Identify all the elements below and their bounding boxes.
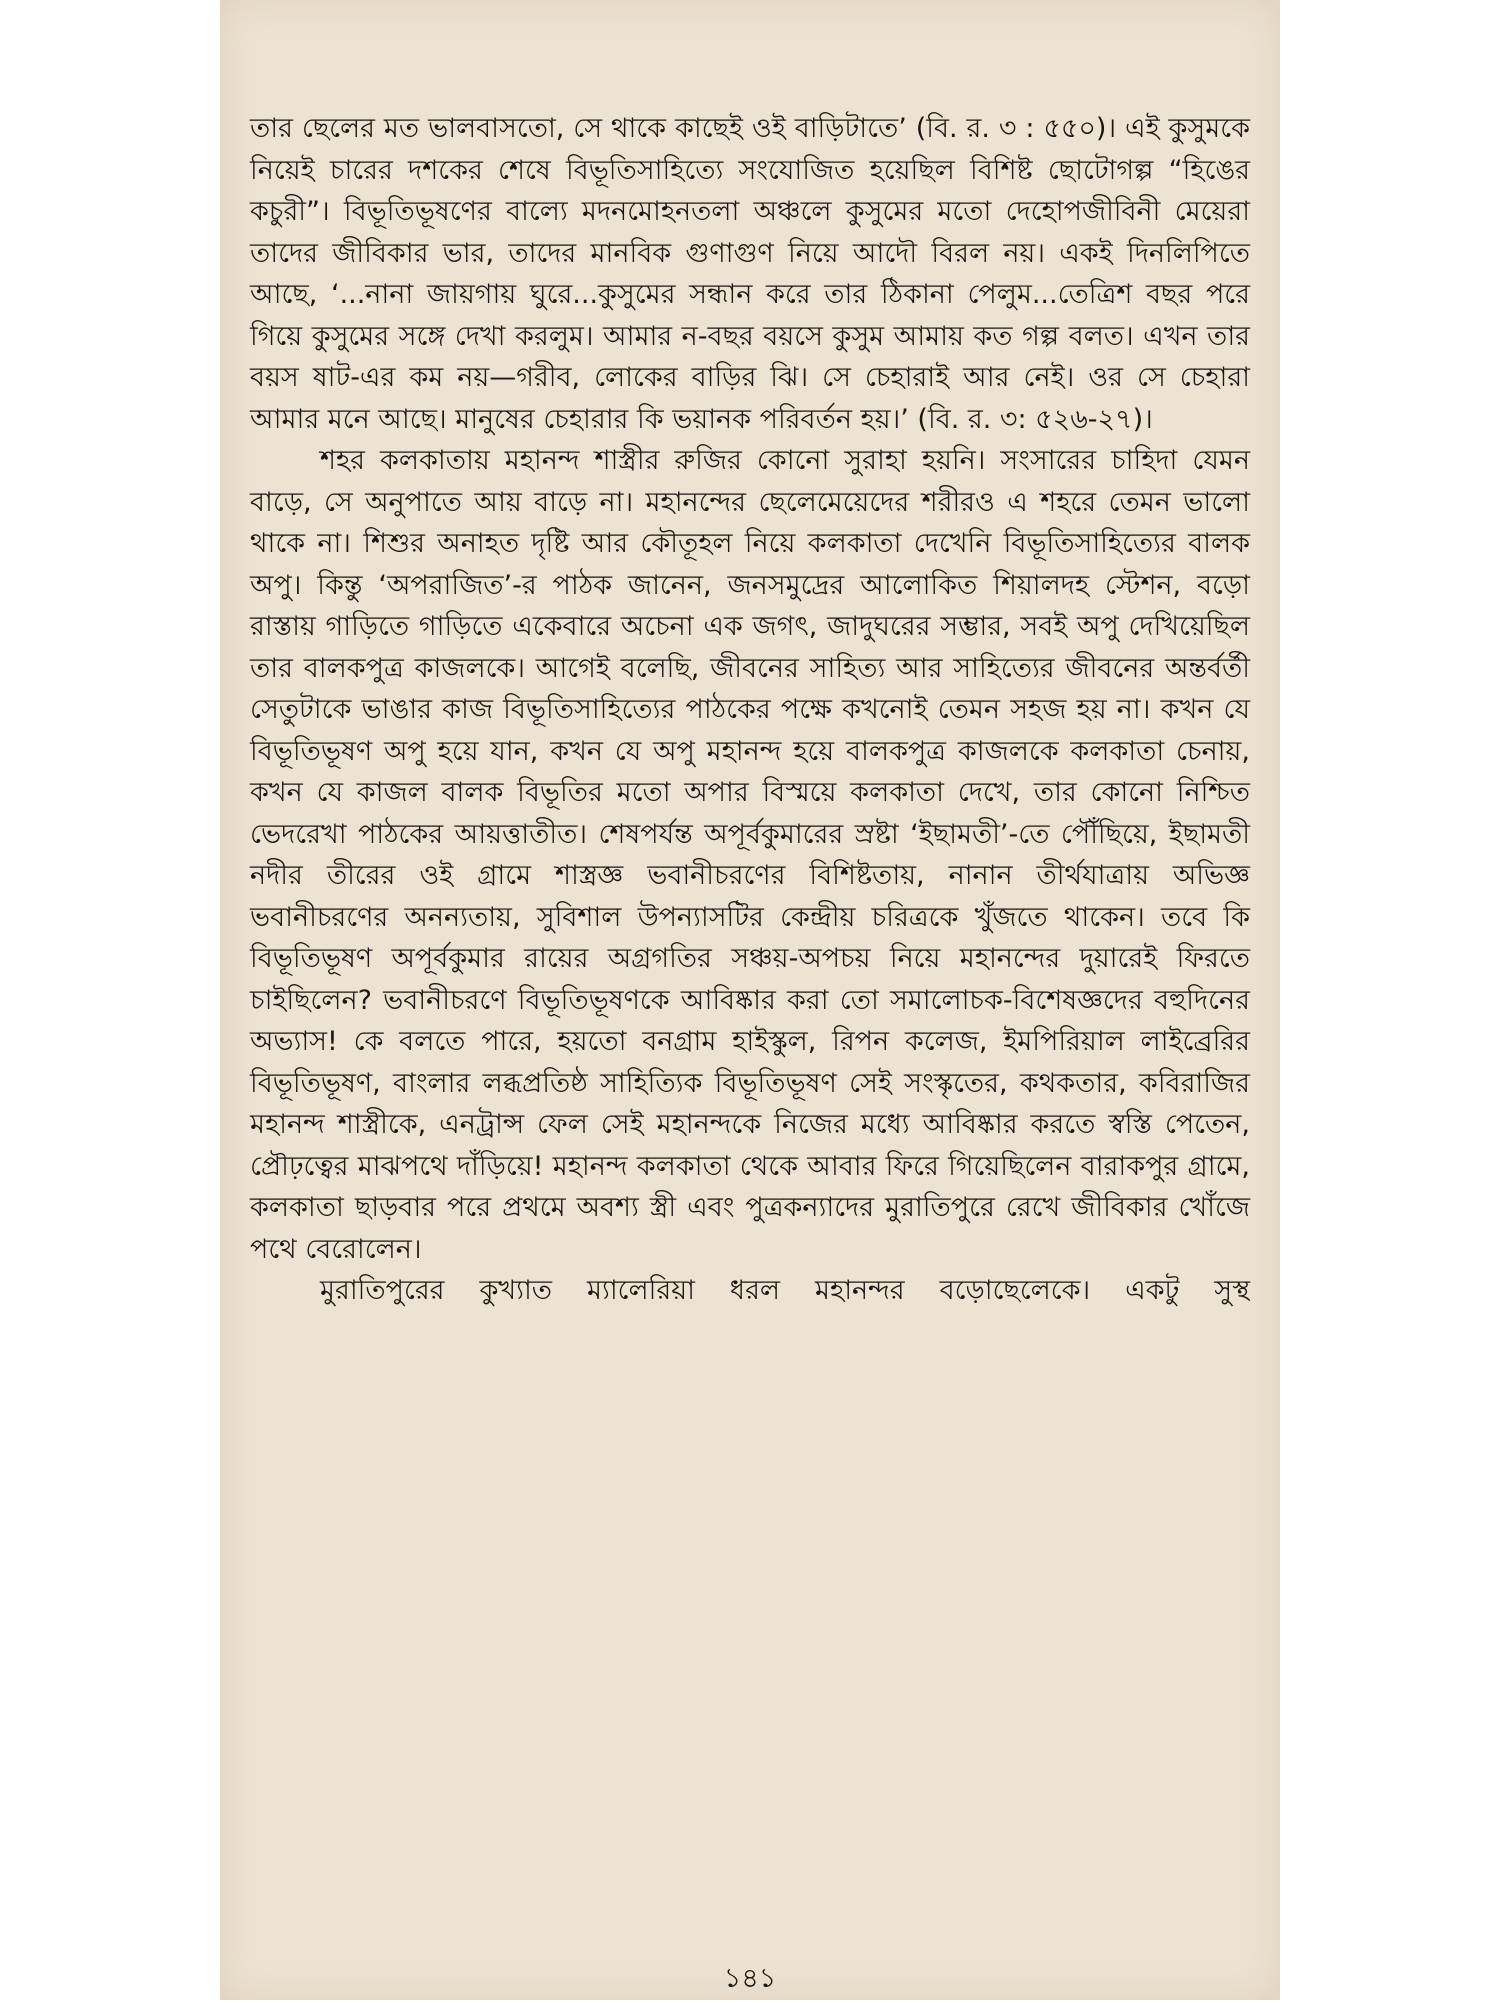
- paragraph-2: শহর কলকাতায় মহানন্দ শাস্ত্রীর রুজির কোনো সুরাহা হয়নি। সংসারের চাহিদা যেমন বাড়ে, সে অনুপাতে আয় বাড়ে না। মহানন্দের ছেলেমেয়েদের শরীরও এ শহরে তেমন ভালো থাকে না। শিশুর অনাহত দৃষ্টি আর কৌতূহল নিয়ে কলকাতা দেখেনি বিভূতিসাহিত্যের বালক অপু। কিন্তু ‘অপরাজিত’-র পাঠক জানেন, জনসমুদ্রের আলোকিত শিয়ালদহ স্টেশন, বড়ো রাস্তায় গাড়িতে গাড়িতে একেবারে অচেনা এক জগৎ, জাদুঘরের সম্ভার, সবই অপু দেখিয়েছিল তার বালকপুত্র কাজলকে। আগেই বলেছি, জীবনের সাহিত্য আর সাহিত্যের জীবনের অন্তর্বর্তী সেতুটাকে ভাঙার কাজ বিভূতিসাহিত্যের পাঠকের পক্ষে কখনোই তেমন সহজ হয় না। কখন যে বিভূতিভূষণ অপু হয়ে যান, কখন যে অপু মহানন্দ হয়ে বালকপুত্র কাজলকে কলকাতা চেনায়, কখন যে কাজল বালক বিভূতির মতো অপার বিস্ময়ে কলকাতা দেখে, তার কোনো নিশ্চিত ভেদরেখা পাঠকের আয়ত্তাতীত। শেষপর্যন্ত অপূর্বকুমারের স্রষ্টা ‘ইছামতী’-তে পৌঁছিয়ে, ইছামতী নদীর তীরের ওই গ্রামে শাস্ত্রজ্ঞ ভবানীচরণের বিশিষ্টতায়, নানান তীর্থযাত্রায় অভিজ্ঞ ভবানীচরণের অনন্যতায়, সুবিশাল উপন্যাসটির কেন্দ্রীয় চরিত্রকে খুঁজতে থাকেন। তবে কি বিভূতিভূষণ অপূর্বকুমার রায়ের অগ্রগতির সঞ্চয়-অপচয় নিয়ে মহানন্দের দুয়ারেই ফিরতে চাইছিলেন? ভবানীচরণে বিভূতিভূষণকে আবিষ্কার করা তো সমালোচক-বিশেষজ্ঞদের বহুদিনের অভ্যাস! কে বলতে পারে, হয়তো বনগ্রাম হাইস্কুল, রিপন কলেজ, ইমপিরিয়াল লাইব্রেরির বিভূতিভূষণ, বাংলার লব্ধপ্রতিষ্ঠ সাহিত্যিক বিভূতিভূষণ সেই সংস্কৃতের, কথকতার, কবিরাজির মহানন্দ শাস্ত্রীকে, এনট্রান্স ফেল সেই মহানন্দকে নিজের মধ্যে আবিষ্কার করতে স্বস্তি পেতেন, প্রৌঢ়ত্বের মাঝপথে দাঁড়িয়ে! মহানন্দ কলকাতা থেকে আবার ফিরে গিয়েছিলেন বারাকপুর গ্রামে, কলকাতা ছাড়বার পরে প্রথমে অবশ্য স্ত্রী এবং পুত্রকন্যাদের মুরাতিপুরে রেখে জীবিকার খোঁজে পথে বেরোলেন।: [250, 445, 1250, 1265]
- paragraph-1: তার ছেলের মত ভালবাসতো, সে থাকে কাছেই ওই বাড়িটাতে’ (বি. র. ৩ : ৫৫০)। এই কুসুমকে নিয়েই চারের দশকের শেষে বিভূতিসাহিত্যে সংযোজিত হয়েছিল বিশিষ্ট ছোটোগল্প “হিঙের কচুরী”। বিভূতিভূষণের বাল্যে মদনমোহনতলা অঞ্চলে কুসুমের মতো দেহোপজীবিনী মেয়েরা তাদের জীবিকার ভার, তাদের মানবিক গুণাগুণ নিয়ে আদৌ বিরল নয়। একই দিনলিপিতে আছে, ‘...নানা জায়গায় ঘুরে...কুসুমের সন্ধান করে তার ঠিকানা পেলুম...তেত্রিশ বছর পরে গিয়ে কুসুমের সঙ্গে দেখা করলুম। আমার ন-বছর বয়সে কুসুম আমায় কত গল্প বলত। এখন তার বয়স ষাট-এর কম নয়—গরীব, লোকের বাড়ির ঝি। সে চেহারাই আর নেই। ওর সে চেহারা আমার মনে আছে। মানুষের চেহারার কি ভয়ানক পরিবর্তন হয়।’ (বি. র. ৩: ৫২৬-২৭)।: [250, 113, 1250, 435]
- page-number: ১৪১: [723, 1963, 777, 1994]
- body-text: [250, 108, 1250, 1312]
- book-page: [220, 0, 1280, 2000]
- paragraph-3: মুরাতিপুরের কুখ্যাত ম্যালেরিয়া ধরল মহানন্দর বড়োছেলেকে। একটু সুস্থ: [320, 1275, 1250, 1306]
